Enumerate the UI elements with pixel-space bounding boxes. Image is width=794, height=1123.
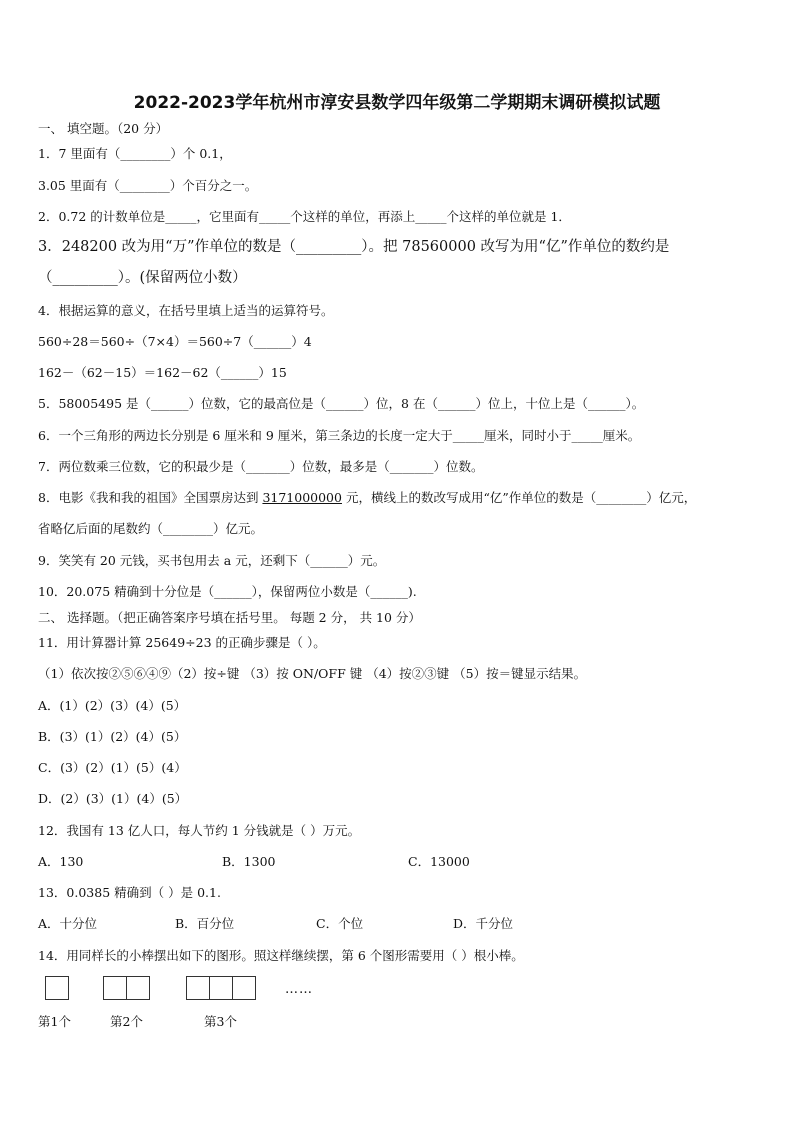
question-12: 12．我国有 13 亿人口，每人节约 1 分钱就是（ ）万元。 xyxy=(38,823,361,838)
question-13-option-b: B．百分位 xyxy=(175,916,235,931)
stick-square xyxy=(232,976,256,1000)
question-10: 10．20.075 精确到十分位是（______），保留两位小数是（______). xyxy=(38,584,417,599)
page-title: 2022-2023学年杭州市淳安县数学四年级第二学期期末调研模拟试题 xyxy=(133,93,661,113)
figure-3-caption: 第3个 xyxy=(204,1014,237,1029)
question-13-option-d: D．千分位 xyxy=(453,916,514,931)
section-2-heading: 二、 选择题。（把正确答案序号填在括号里。 每题 2 分， 共 10 分） xyxy=(38,610,421,625)
question-5: 5．58005495 是（______）位数，它的最高位是（______）位，8 在（______）位上，十位上是（______）。 xyxy=(38,396,645,411)
stick-square xyxy=(103,976,127,1000)
question-9: 9．笑笑有 20 元钱，买书包用去 a 元，还剩下（______）元。 xyxy=(38,553,386,568)
stick-square xyxy=(209,976,233,1000)
stick-square xyxy=(45,976,69,1000)
question-3a: 3．248200 改为用“万”作单位的数是（_________）。把 78560000 改写为用“亿”作单位的数约是 xyxy=(38,239,670,255)
question-14: 14．用同样长的小棒摆出如下的图形。照这样继续摆，第 6 个图形需要用（ ）根小棒。 xyxy=(38,948,524,963)
section-1-heading: 一、 填空题。（20 分） xyxy=(38,121,169,136)
question-11-steps: （1）依次按②⑤⑥④⑨（2）按÷键 （3）按 ON/OFF 键 （4）按②③键 （5）按＝键显示结果。 xyxy=(38,666,587,681)
question-11: 11．用计算器计算 25649÷23 的正确步骤是（ ）。 xyxy=(38,635,326,650)
question-1b: 3.05 里面有（________）个百分之一。 xyxy=(38,178,258,193)
question-13-option-c: C．个位 xyxy=(316,916,364,931)
continuation-dots: …… xyxy=(285,982,313,997)
question-2: 2．0.72 的计数单位是_____，它里面有_____个这样的单位，再添上_____个这样的单位就是 1． xyxy=(38,209,571,224)
question-12-option-c: C．13000 xyxy=(408,854,470,869)
question-8a-post: 元，横线上的数改写成用“亿”作单位的数是（________）亿元， xyxy=(341,490,697,505)
question-11-option-b: B．(3）(1）(2）(4）(5） xyxy=(38,729,187,744)
stick-square xyxy=(126,976,150,1000)
question-7: 7．两位数乘三位数，它的积最少是（_______）位数，最多是（_______）位数。 xyxy=(38,459,484,474)
question-4a: 560÷28＝560÷（7×4）＝560÷7（______）4 xyxy=(38,334,312,349)
question-11-option-c: C．(3）(2）(1）(5）(4） xyxy=(38,760,187,775)
question-1a: 1．7 里面有（________）个 0.1， xyxy=(38,146,232,161)
question-4: 4．根据运算的意义，在括号里填上适当的运算符号。 xyxy=(38,303,334,318)
question-13-option-a: A．十分位 xyxy=(38,916,98,931)
figure-1 xyxy=(45,976,68,1004)
stick-square xyxy=(186,976,210,1000)
question-8a-number: 3171000000 xyxy=(262,490,342,505)
question-11-option-a: A．(1）(2）(3）(4）(5） xyxy=(38,698,187,713)
figure-1-caption: 第1个 xyxy=(38,1014,71,1029)
question-12-option-a: A．130 xyxy=(38,854,84,869)
question-6: 6．一个三角形的两边长分别是 6 厘米和 9 厘米，第三条边的长度一定大于_____厘米，同时小于_____厘米。 xyxy=(38,428,641,443)
question-8b: 省略亿后面的尾数约（________）亿元。 xyxy=(38,521,264,536)
question-8a xyxy=(38,490,696,506)
question-11-option-d: D．(2）(3）(1）(4）(5） xyxy=(38,791,188,806)
figure-2 xyxy=(103,976,149,1004)
question-12-option-b: B．1300 xyxy=(222,854,276,869)
question-13: 13．0.0385 精确到（ ）是 0.1. xyxy=(38,885,221,900)
figure-2-caption: 第2个 xyxy=(110,1014,143,1029)
question-3b: （_________）。(保留两位小数） xyxy=(38,270,247,286)
figure-3 xyxy=(186,976,255,1004)
question-8a-pre: 8．电影《我和我的祖国》全国票房达到 xyxy=(38,490,263,505)
question-4b: 162－（62－15）＝162－62（______）15 xyxy=(38,365,287,380)
